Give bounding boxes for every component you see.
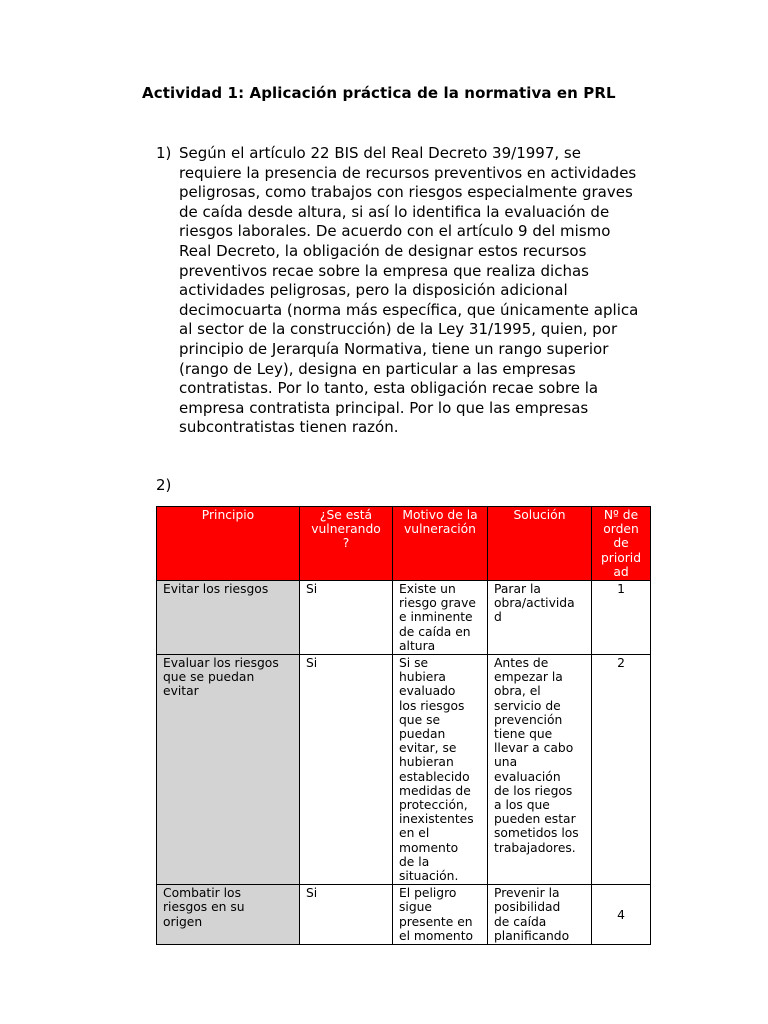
answer-2-number: 2) [156, 476, 172, 494]
cell-vulnerando: Si [300, 885, 393, 945]
text-line: (rango de Ley), designa en particular a las empresas [179, 359, 576, 378]
text-line: Según el artículo 22 BIS del Real Decreto 39/1997, se [179, 144, 581, 162]
answer-1-text [179, 144, 659, 438]
header-motivo: Motivo de la vulneración [393, 507, 488, 581]
table-row [157, 581, 651, 655]
header-orden: Nº de orden de priorid ad [592, 507, 651, 581]
cell-motivo: Si se hubiera evaluado los riesgos que se puedan evitar, se hubieran establecido medidas de protección, inexistentes en el momento de la situación. [393, 655, 488, 885]
document-title: Actividad 1: Aplicación práctica de la normativa en PRL [142, 84, 616, 102]
table-header-row [157, 507, 651, 581]
header-solucion: Solución [488, 507, 592, 581]
principles-table [156, 506, 651, 945]
cell-principio: Evitar los riesgos [157, 581, 300, 655]
cell-vulnerando: Si [300, 581, 393, 655]
text-line: riesgos laborales. De acuerdo con el artículo 9 del mismo [179, 222, 611, 241]
table-row [157, 655, 651, 885]
answer-1-number: 1) [156, 144, 172, 162]
text-line: requiere la presencia de recursos preventivos en actividades [179, 163, 637, 182]
text-line: empresa contratista principal. Por lo que las empresas [179, 398, 589, 417]
table-row [157, 885, 651, 945]
cell-vulnerando: Si [300, 655, 393, 885]
text-line: decimocuarta (norma más específica, que únicamente aplica [179, 300, 639, 319]
text-line: preventivos recae sobre la empresa que realiza dichas [179, 261, 589, 280]
cell-motivo: El peligro sigue presente en el momento [393, 885, 488, 945]
cell-solucion: Prevenir la posibilidad de caída planificando [488, 885, 592, 945]
cell-orden: 4 [592, 885, 651, 945]
cell-principio: Evaluar los riesgos que se puedan evitar [157, 655, 300, 885]
text-line: principio de Jerarquía Normativa, tiene un rango superior [179, 339, 609, 358]
header-principio: Principio [157, 507, 300, 581]
text-line: peligrosas, como trabajos con riesgos especialmente graves [179, 183, 633, 202]
cell-solucion: Antes de empezar la obra, el servicio de prevención tiene que llevar a cabo una evaluación de los riegos a los que pueden estar sometidos los trabajadores. [488, 655, 592, 885]
cell-solucion: Parar la obra/activida d [488, 581, 592, 655]
text-line: actividades peligrosas, pero la disposición adicional [179, 281, 568, 300]
text-line: Real Decreto, la obligación de designar estos recursos [179, 241, 587, 260]
cell-orden: 2 [592, 655, 651, 885]
cell-principio: Combatir los riesgos en su origen [157, 885, 300, 945]
cell-motivo: Existe un riesgo grave e inminente de caída en altura [393, 581, 488, 655]
cell-orden: 1 [592, 581, 651, 655]
text-line: subcontratistas tienen razón. [179, 418, 399, 437]
text-line: de caída desde altura, si así lo identifica la evaluación de [179, 202, 610, 221]
header-vulnerando: ¿Se está vulnerando ? [300, 507, 393, 581]
text-line: al sector de la construcción) de la Ley 31/1995, quien, por [179, 320, 618, 339]
text-line: contratistas. Por lo tanto, esta obligación recae sobre la [179, 379, 599, 398]
